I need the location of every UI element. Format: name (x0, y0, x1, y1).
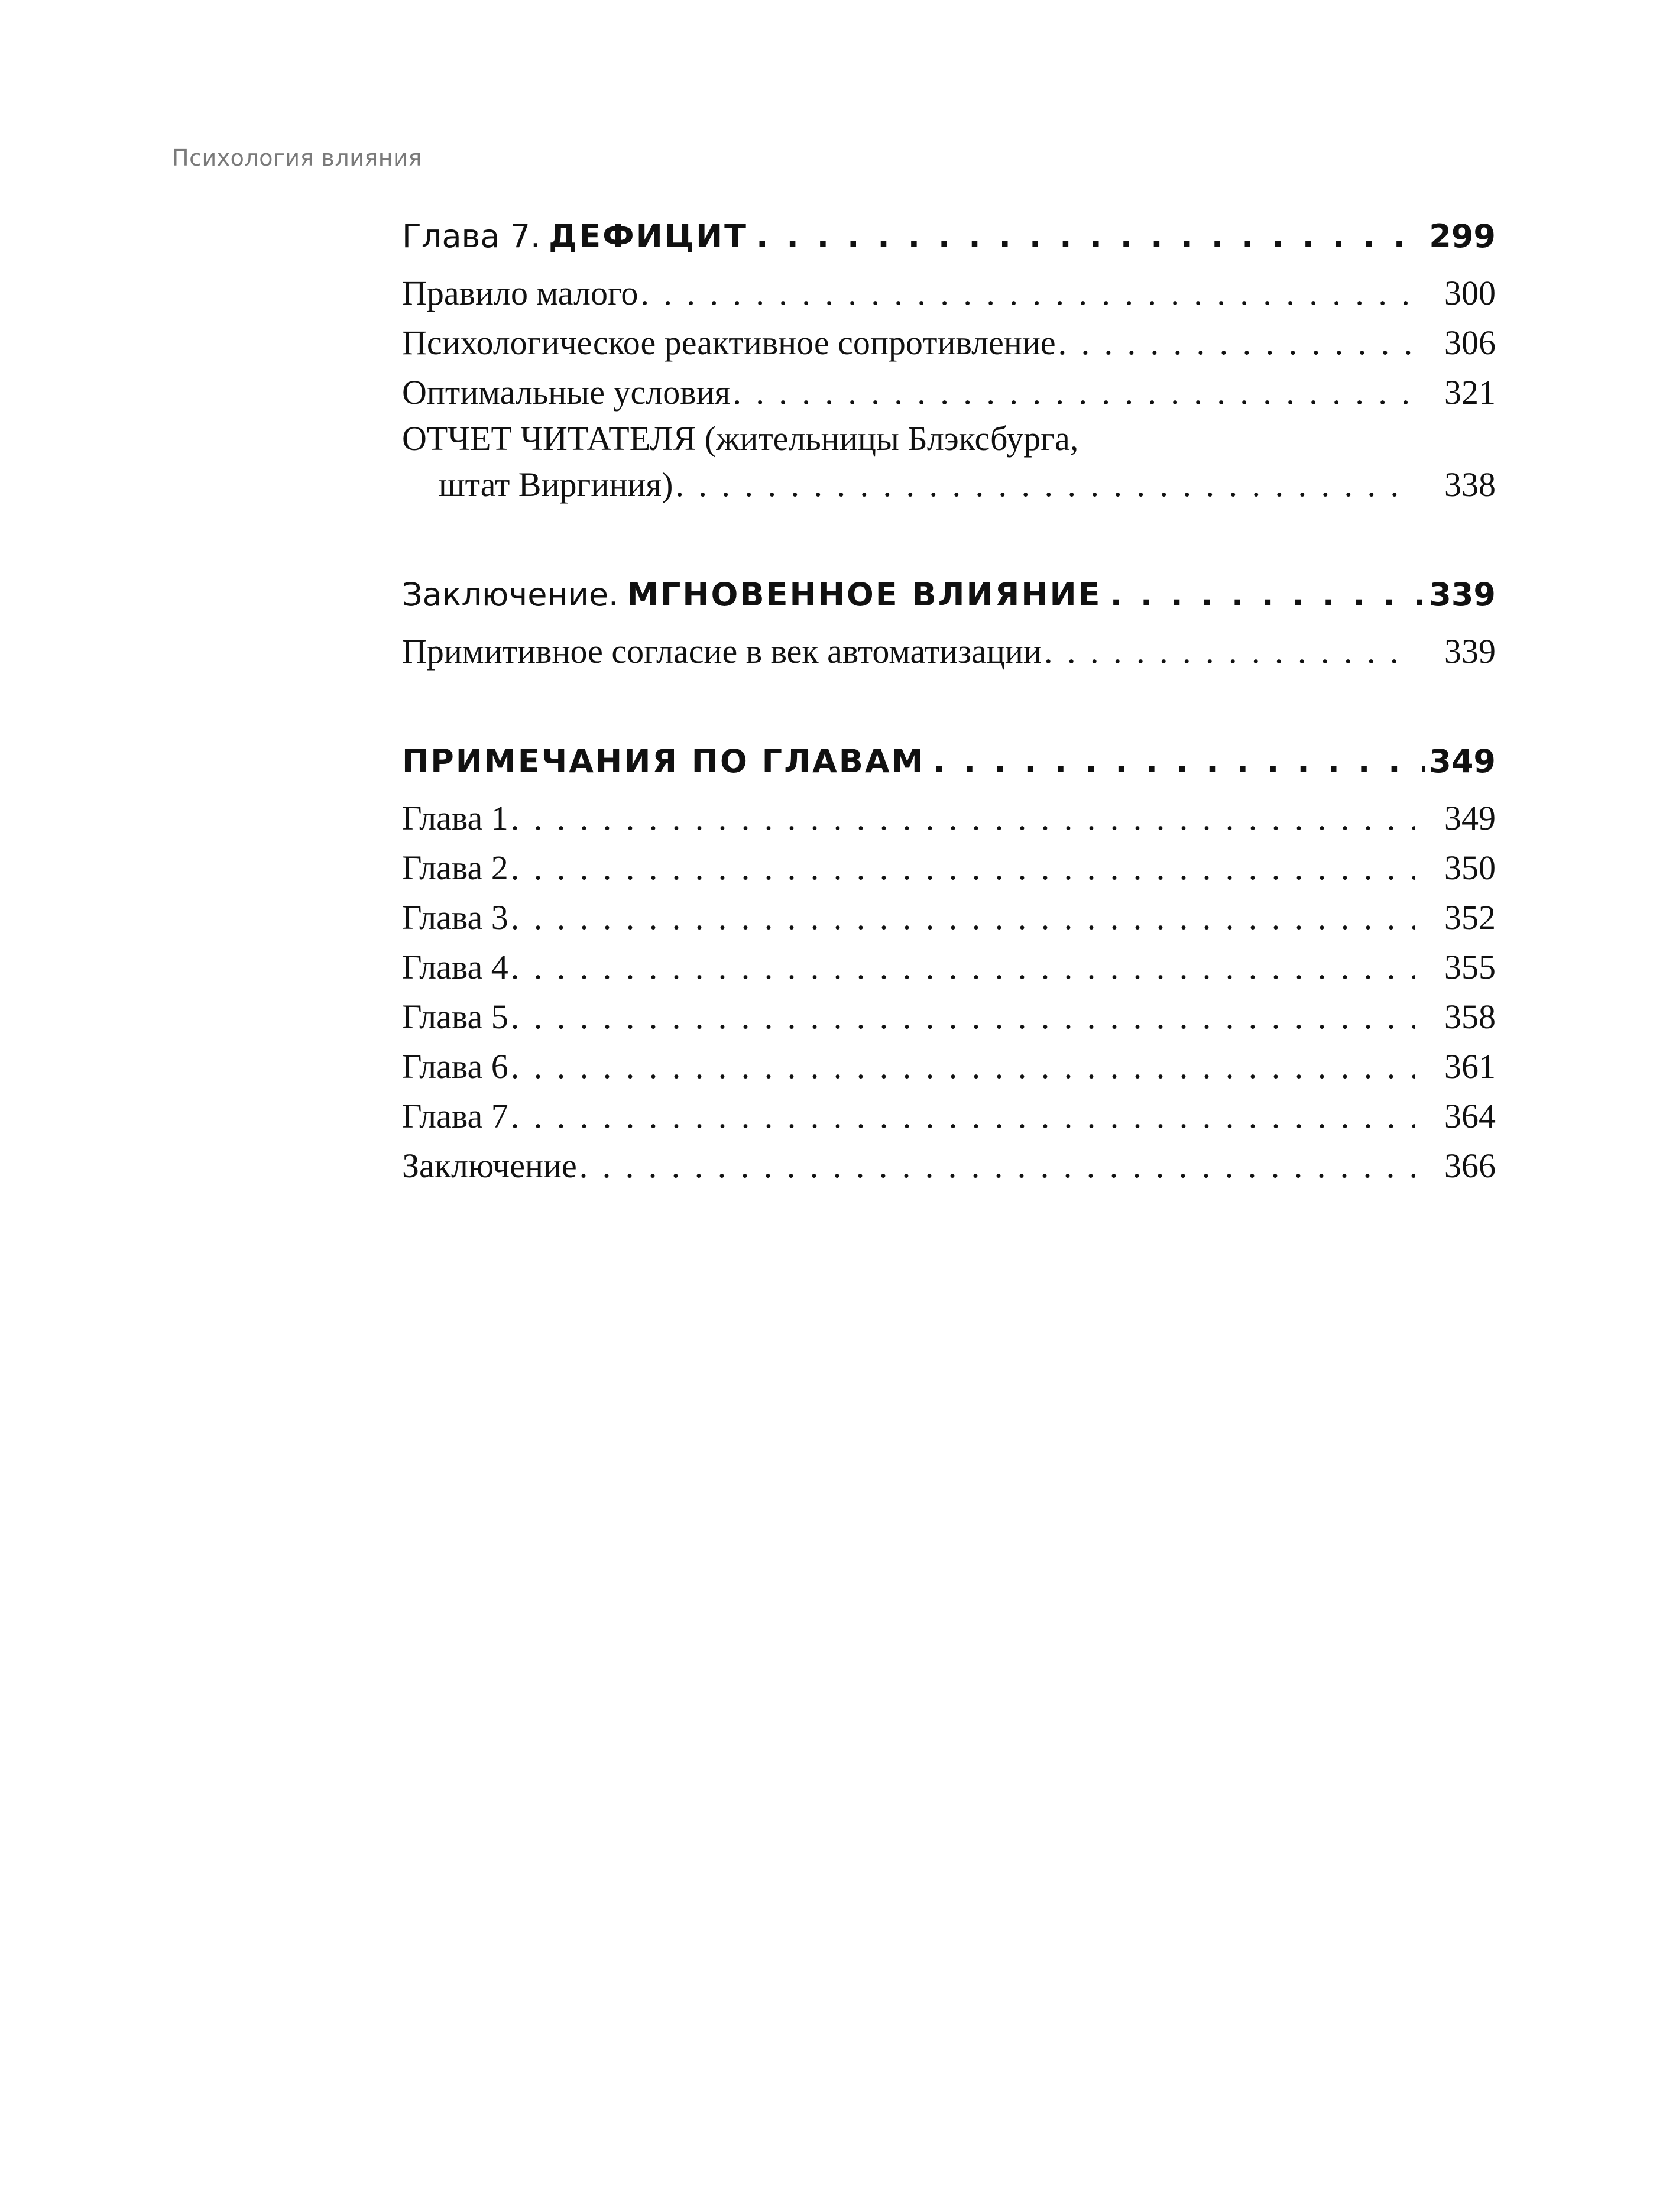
dot-leader (673, 460, 1415, 510)
dot-leader (508, 992, 1415, 1042)
toc-section-conclusion (402, 565, 1496, 676)
heading-page-number: 349 (1429, 743, 1496, 780)
entry-page-number: 350 (1444, 848, 1496, 887)
dot-leader (730, 368, 1415, 417)
heading-page-number: 299 (1429, 218, 1496, 255)
toc-section-chapter-notes (402, 732, 1496, 1191)
heading-title: ДЕФИЦИТ (549, 218, 748, 255)
entry-page-number: 338 (1444, 465, 1496, 504)
toc-entry[interactable] (402, 992, 1496, 1042)
dot-leader (508, 893, 1415, 943)
heading-page-number: 339 (1429, 576, 1496, 613)
entry-title: Заключение (402, 1147, 577, 1185)
entry-title: Глава 3 (402, 898, 508, 937)
dot-leader (1102, 565, 1426, 624)
dot-leader (1042, 627, 1415, 676)
toc-entry[interactable] (402, 943, 1496, 992)
entry-title-line-2: штат Виргиния) (439, 465, 673, 504)
entry-continuation (402, 460, 1496, 510)
entry-page-number: 352 (1444, 898, 1496, 937)
entry-page-number: 321 (1444, 373, 1496, 412)
entry-title: Правило малого (402, 274, 638, 312)
dot-leader (748, 207, 1425, 266)
entry-page-number: 361 (1444, 1047, 1496, 1086)
entry-page-number: 339 (1444, 632, 1496, 671)
toc-section-chapter-7 (402, 207, 1496, 510)
table-of-contents (402, 207, 1496, 1246)
entry-page-number: 366 (1444, 1147, 1496, 1185)
toc-entry[interactable] (402, 843, 1496, 893)
dot-leader (508, 1042, 1415, 1092)
entry-title: Глава 1 (402, 799, 508, 837)
running-head: Психология влияния (172, 145, 422, 171)
entry-title: Глава 2 (402, 848, 508, 887)
entry-page-number: 349 (1444, 799, 1496, 837)
dot-leader (508, 843, 1415, 893)
toc-entry[interactable] (402, 794, 1496, 843)
dot-leader (638, 268, 1415, 318)
toc-entry[interactable] (402, 1042, 1496, 1092)
toc-heading[interactable] (402, 207, 1496, 266)
heading-prefix: Глава 7. (402, 218, 541, 255)
entry-title: Глава 6 (402, 1047, 508, 1086)
dot-leader (1056, 318, 1415, 368)
entry-title: Примитивное согласие в век автоматизации (402, 632, 1042, 671)
entry-page-number: 306 (1444, 323, 1496, 362)
entry-title: Глава 5 (402, 997, 508, 1036)
entry-title: Глава 7 (402, 1097, 508, 1135)
toc-entry[interactable] (402, 1141, 1496, 1191)
dot-leader (508, 943, 1415, 992)
toc-entry[interactable] (402, 318, 1496, 368)
heading-prefix: Заключение. (402, 576, 619, 613)
toc-heading[interactable] (402, 732, 1496, 791)
toc-heading[interactable] (402, 565, 1496, 624)
heading-title: ПРИМЕЧАНИЯ ПО ГЛАВАМ (402, 743, 925, 780)
toc-entry-multiline[interactable] (402, 417, 1496, 510)
toc-entry[interactable] (402, 627, 1496, 676)
entry-page-number: 355 (1444, 948, 1496, 986)
entry-title: Психологическое реактивное сопротивление (402, 323, 1056, 362)
heading-title: МГНОВЕННОЕ ВЛИЯНИЕ (627, 576, 1102, 613)
dot-leader (508, 794, 1415, 843)
toc-entry[interactable] (402, 368, 1496, 417)
entry-title: Глава 4 (402, 948, 508, 986)
dot-leader (577, 1141, 1415, 1191)
dot-leader (925, 732, 1425, 791)
entry-page-number: 364 (1444, 1097, 1496, 1135)
entry-page-number: 300 (1444, 274, 1496, 312)
entry-title-line-1: ОТЧЕТ ЧИТАТЕЛЯ (жительницы Блэксбурга, (402, 419, 1079, 458)
dot-leader (508, 1092, 1415, 1141)
toc-entry[interactable] (402, 268, 1496, 318)
entry-page-number: 358 (1444, 997, 1496, 1036)
entry-title: Оптимальные условия (402, 373, 731, 412)
toc-entry[interactable] (402, 1092, 1496, 1141)
toc-entry[interactable] (402, 893, 1496, 943)
